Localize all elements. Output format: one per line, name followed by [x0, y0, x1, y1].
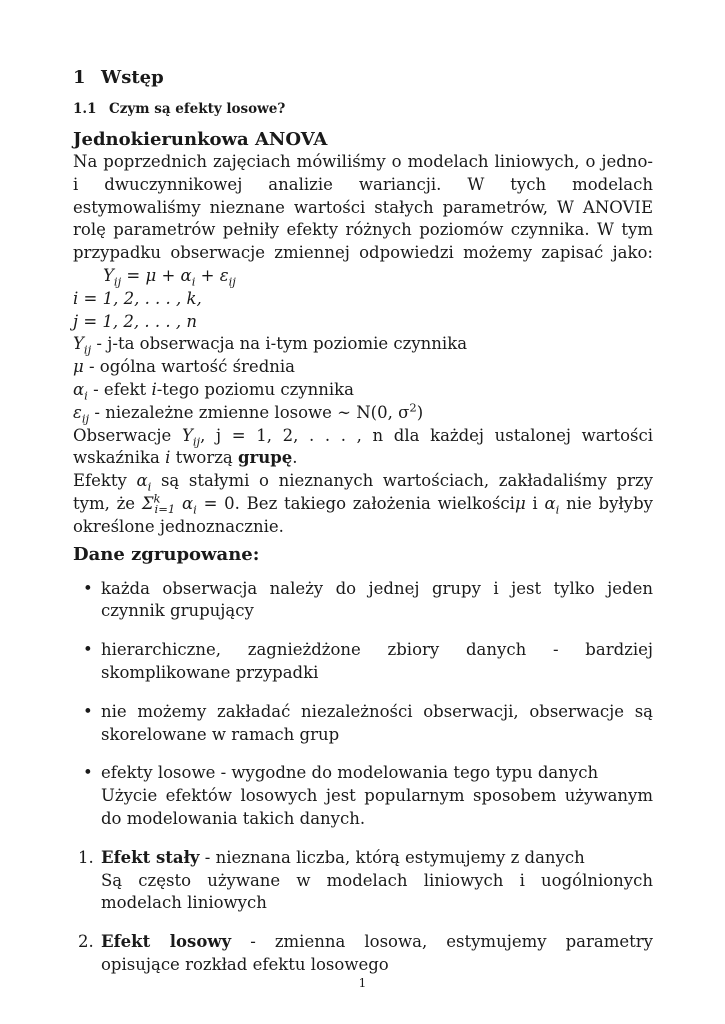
mu-definition: μ - ogólna wartość średnia: [73, 357, 296, 377]
anova-heading: Jednokierunkowa ANOVA: [73, 129, 328, 150]
page-number: 1: [358, 976, 367, 990]
alpha-definition: $\alpha_i$ - efekt i-tego poziomu czynnika: [73, 379, 354, 403]
subsection-number: 1.1: [73, 101, 97, 117]
list-item: 2. Efekt losowy - zmienna losowa, estymujemy parametry opisujące rozkład efektu losowego: [78, 932, 653, 974]
effects-numbered-list: [73, 847, 653, 977]
section-heading: [73, 66, 653, 90]
effects-paragraph: Efekty $\alpha_i$ są stałymi o nieznanych wartościach, zakładaliśmy przy tym, że $\Sigma^k_{i=1}$ $\alpha_i = 0$. Bez takiego założenia wielkościμ i $\alpha_i$ nie byłyby określone jednoznacznie.: [73, 471, 653, 536]
document-page: [73, 66, 653, 993]
list-item: • hierarchiczne, zagnieżdżone zbiory danych - bardziej skomplikowane przypadki: [83, 640, 653, 682]
grouped-data-heading: Dane zgrupowane:: [73, 543, 260, 565]
list-item: • nie możemy zakładać niezależności obserwacji, obserwacje są skorelowane w ramach grup: [83, 701, 653, 744]
observations-paragraph: Obserwacje $Y_{ij}$, j = 1, 2, . . . , n dla każdej ustalonej wartości wskaźnika i tworzą grupę.: [73, 425, 653, 468]
list-item: • każda obserwacja należy do jednej grupy i jest tylko jeden czynnik grupujący: [83, 578, 653, 621]
section-title: Wstęp: [101, 67, 164, 88]
i-range: i = 1, 2, . . . , k,: [73, 288, 202, 308]
y-definition: $Y_{ij} - j-ta$ obserwacja na i-tym poziomie czynnika: [73, 334, 468, 357]
subsection-heading: [73, 100, 653, 118]
section-number: 1: [73, 67, 86, 88]
model-equation: $Y_{ij} = \mu + \alpha_i + \varepsilon_{ij}$: [103, 265, 236, 289]
anova-intro-text: Na poprzednich zajęciach mówiliśmy o modelach liniowych, o jedno- i dwuczynnikowej analizie wariancji. W tych modelach estymowaliśmy nieznane wartości stałych parametrów, W ANOVIE rolę parametrów pełniły efekty różnych poziomów czynnika. W tym przypadku obserwacje zmiennej odpowiedzi możemy zapisać jako:: [73, 152, 653, 263]
epsilon-definition: $\varepsilon_{ij}$ - niezależne zmienne losowe ∼ N(0, $\sigma^2$): [73, 400, 424, 426]
j-range: j = 1, 2, . . . , n: [73, 311, 197, 331]
list-item: 1. Efekt stały - nieznana liczba, którą estymujemy z danych Są często używane w modelach liniowych i uogólnionych modelach liniowych: [78, 847, 653, 913]
list-item: • efekty losowe - wygodne do modelowania tego typu danych Użycie efektów losowych jest popularnym sposobem używanym do modelowania takich danych.: [83, 763, 653, 828]
group-term: grupę: [238, 448, 293, 468]
anova-intro-paragraph: [73, 151, 653, 288]
subsection-title: Czym są efekty losowe?: [109, 101, 286, 117]
grouped-data-list: [73, 578, 653, 831]
